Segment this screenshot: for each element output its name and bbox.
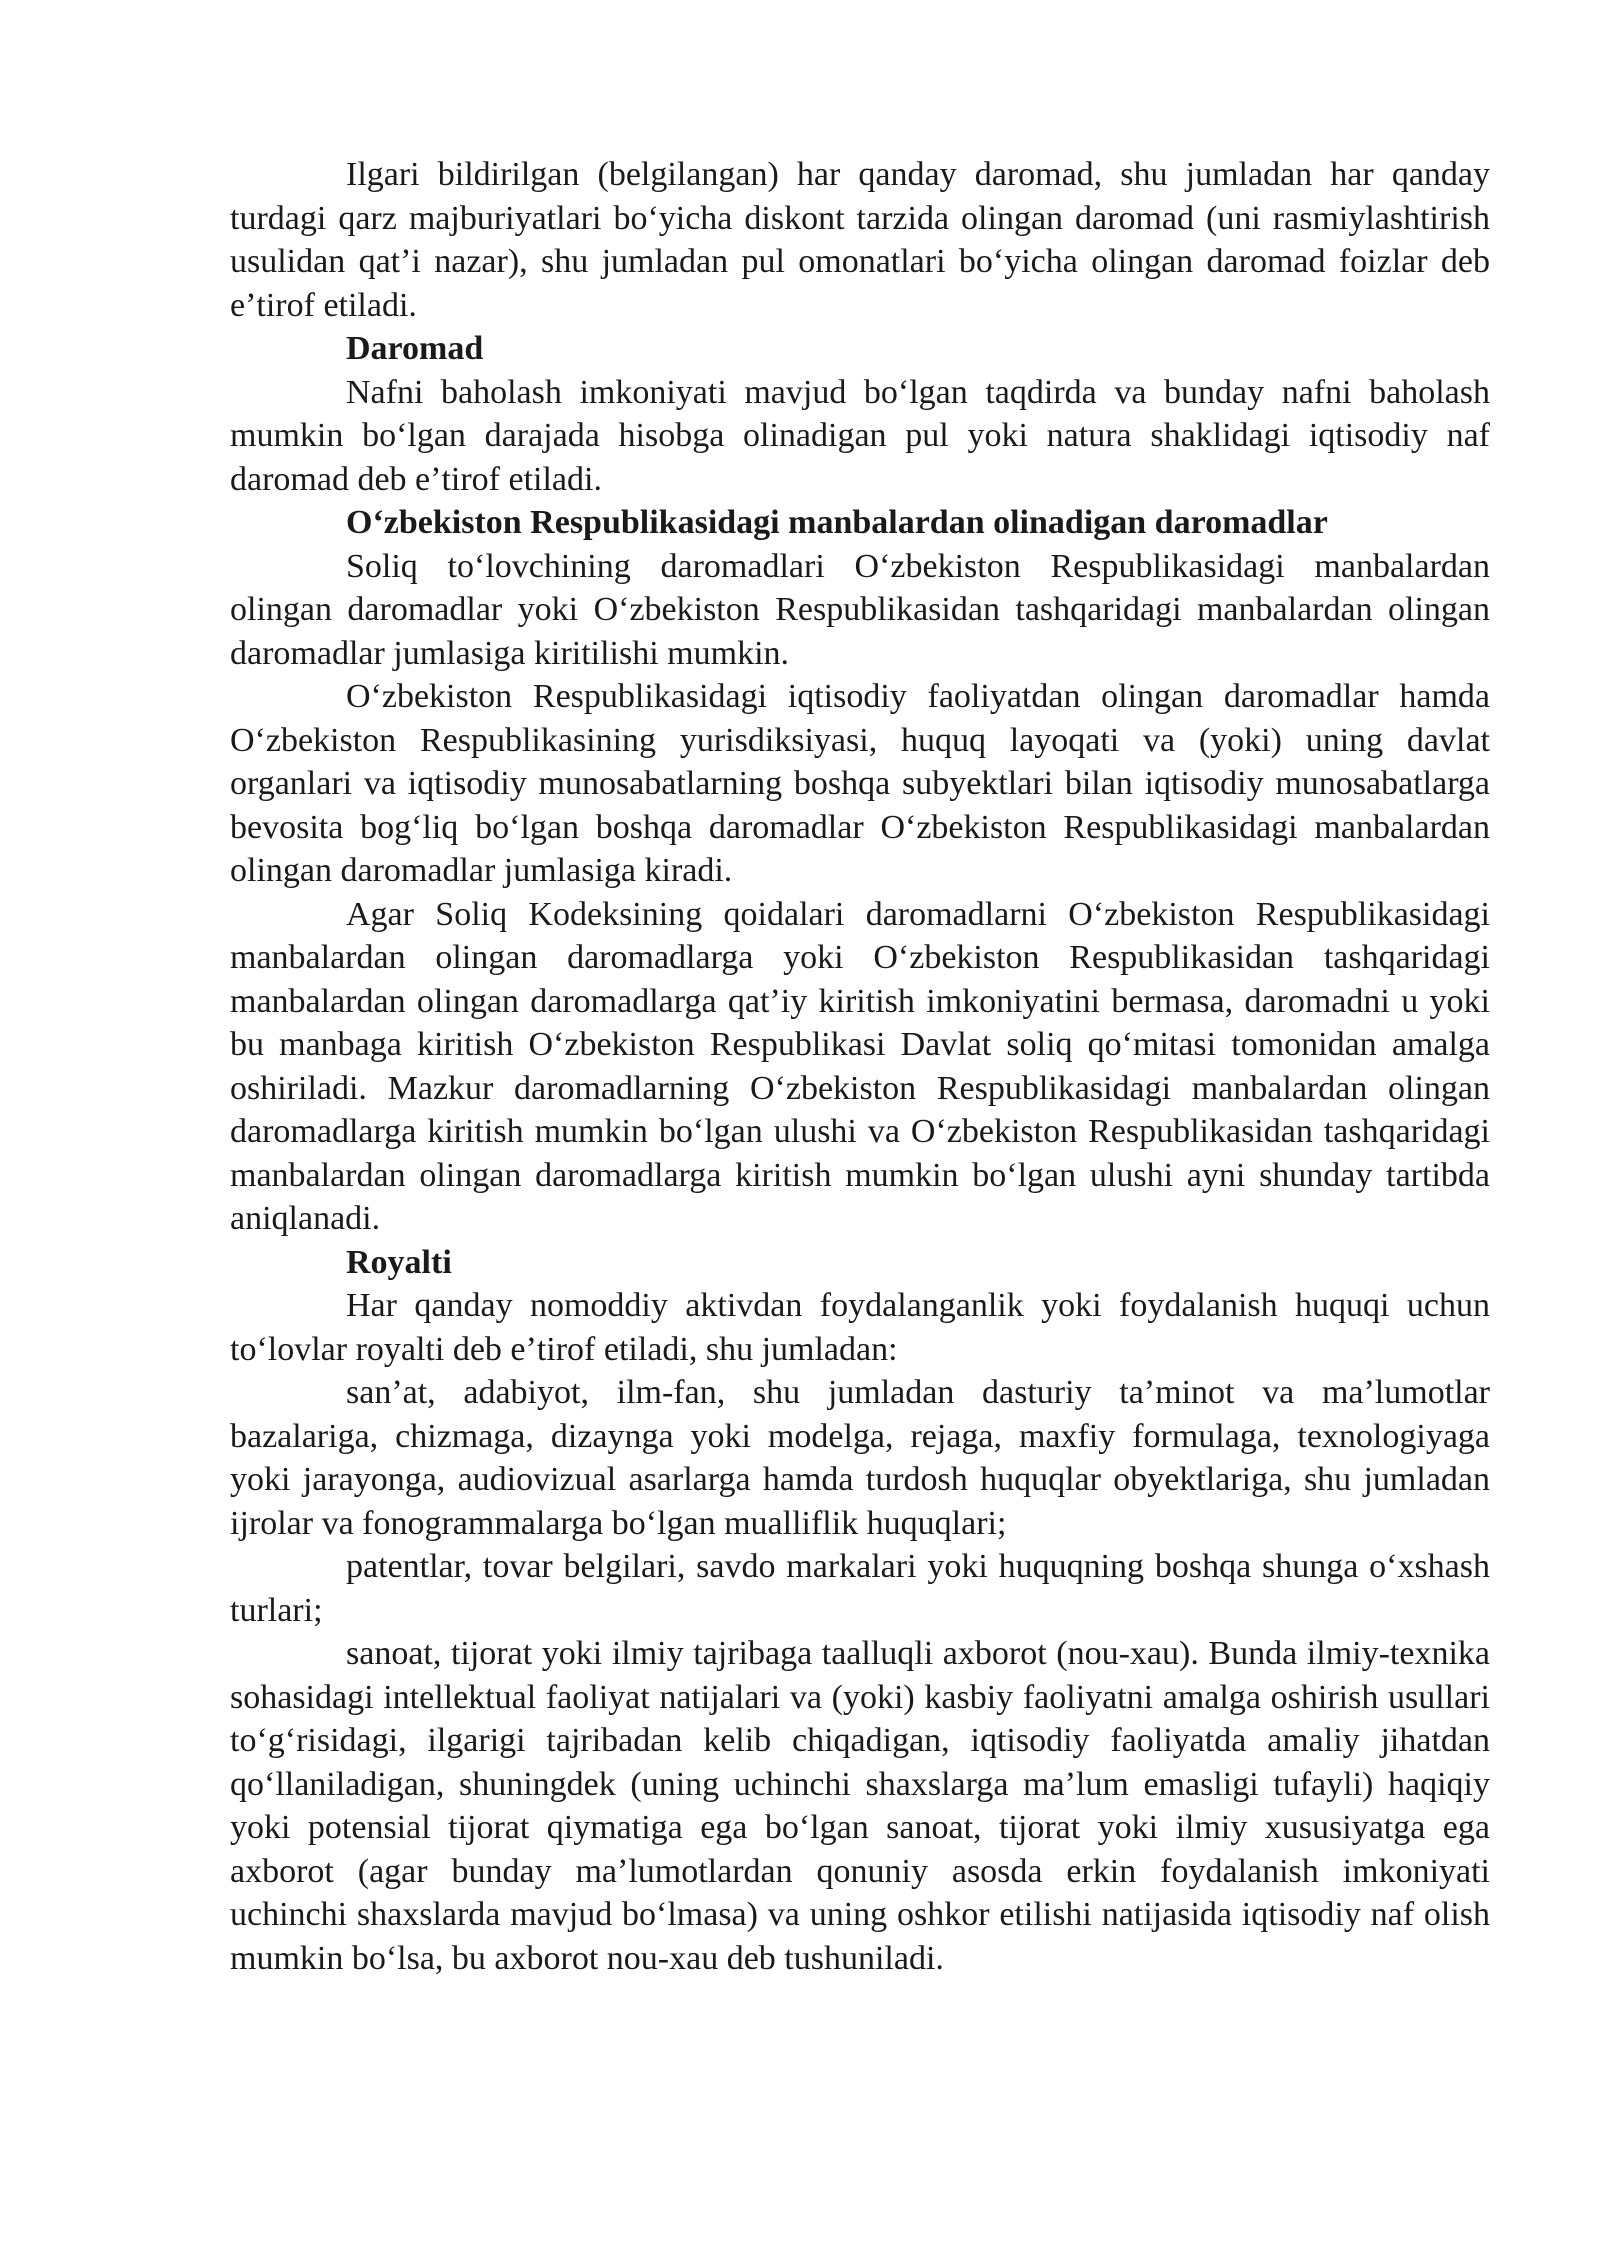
paragraph-royalti-definition: Har qanday nomoddiy aktivdan foydalanganlik yoki foydalanish huquqi uchun toʻlovlar royalti deb eʼtirof etiladi, shu jumladan: [230, 1287, 1490, 1368]
document-page [230, 153, 1490, 1980]
paragraph-daromad-definition: Nafni baholash imkoniyati mavjud boʻlgan taqdirda va bunday nafni baholash mumkin boʻlgan darajada hisobga olinadigan pul yoki natura shaklidagi iqtisodiy naf daromad deb eʼtirof etiladi. [230, 373, 1490, 498]
paragraph-income-classification: Soliq toʻlovchining daromadlari Oʻzbekiston Respublikasidagi manbalardan olingan daromadlar yoki Oʻzbekiston Respublikasidan tashqaridagi manbalardan olingan daromadlar jumlasiga kiritilishi mumkin. [230, 547, 1490, 672]
heading-domestic-sources: Oʻzbekiston Respublikasidagi manbalardan olinadigan daromadlar [346, 504, 1328, 541]
paragraph-know-how: sanoat, tijorat yoki ilmiy tajribaga taalluqli axborot (nou-xau). Bunda ilmiy-texnika sohasidagi intellektual faoliyat natijalari va (yoki) kasbiy faoliyatni amalga oshirish usullari toʻgʻrisidagi, ilgarigi tajribadan kelib chiqadigan, iqtisodiy faoliyatda amaliy jihatdan qoʻllaniladigan, shuningdek (uning uchinchi shaxslarga maʼlum emasligi tufayli) haqiqiy yoki potensial tijorat qiymatiga ega boʻlgan sanoat, tijorat yoki ilmiy xususiyatga ega axborot (agar bunday maʼlumotlardan qonuniy asosda erkin foydalanish imkoniyati uchinchi shaxslarda mavjud boʻlmasa) va uning oshkor etilishi natijasida iqtisodiy naf olish mumkin boʻlsa, bu axborot nou-xau deb tushuniladi. [230, 1635, 1490, 1977]
paragraph-foizlar: Ilgari bildirilgan (belgilangan) har qanday daromad, shu jumladan har qanday turdagi qarz majburiyatlari boʻyicha diskont tarzida olingan daromad (uni rasmiylashtirish usulidan qatʼi nazar), shu jumladan pul omonatlari boʻyicha olingan daromad foizlar deb eʼtirof etiladi. [230, 156, 1490, 324]
paragraph-copyrights: sanʼat, adabiyot, ilm-fan, shu jumladan dasturiy taʼminot va maʼlumotlar bazalariga, chizmaga, dizaynga yoki modelga, rejaga, maxfiy formulaga, texnologiyaga yoki jarayonga, audiovizual asarlarga hamda turdosh huquqlar obyektlariga, shu jumladan ijrolar va fonogrammalarga boʻlgan mualliflik huquqlari; [230, 1374, 1490, 1542]
heading-daromad: Daromad [346, 330, 484, 367]
heading-royalti: Royalti [346, 1243, 452, 1281]
paragraph-patents: patentlar, tovar belgilari, savdo markalari yoki huquqning boshqa shunga oʻxshash turlari; [230, 1548, 1490, 1629]
paragraph-domestic-income: Oʻzbekiston Respublikasidagi iqtisodiy faoliyatdan olingan daromadlar hamda Oʻzbekiston Respublikasining yurisdiksiyasi, huquq layoqati va (yoki) uning davlat organlari va iqtisodiy munosabatlarning boshqa subyektlari bilan iqtisodiy munosabatlarga bevosita bogʻliq boʻlgan boshqa daromadlar Oʻzbekiston Respublikasidagi manbalardan olingan daromadlar jumlasiga kiradi. [230, 678, 1490, 889]
paragraph-tax-committee-rule: Agar Soliq Kodeksining qoidalari daromadlarni Oʻzbekiston Respublikasidagi manbalardan olingan daromadlarga yoki Oʻzbekiston Respublikasidan tashqaridagi manbalardan olingan daromadlarga qatʼiy kiritish imkoniyatini bermasa, daromadni u yoki bu manbaga kiritish Oʻzbekiston Respublikasi Davlat soliq qoʻmitasi tomonidan amalga oshiriladi. Mazkur daromadlarning Oʻzbekiston Respublikasidagi manbalardan olingan daromadlarga kiritish mumkin boʻlgan ulushi va Oʻzbekiston Respublikasidan tashqaridagi manbalardan olingan daromadlarga kiritish mumkin boʻlgan ulushi ayni shunday tartibda aniqlanadi. [230, 895, 1490, 1237]
